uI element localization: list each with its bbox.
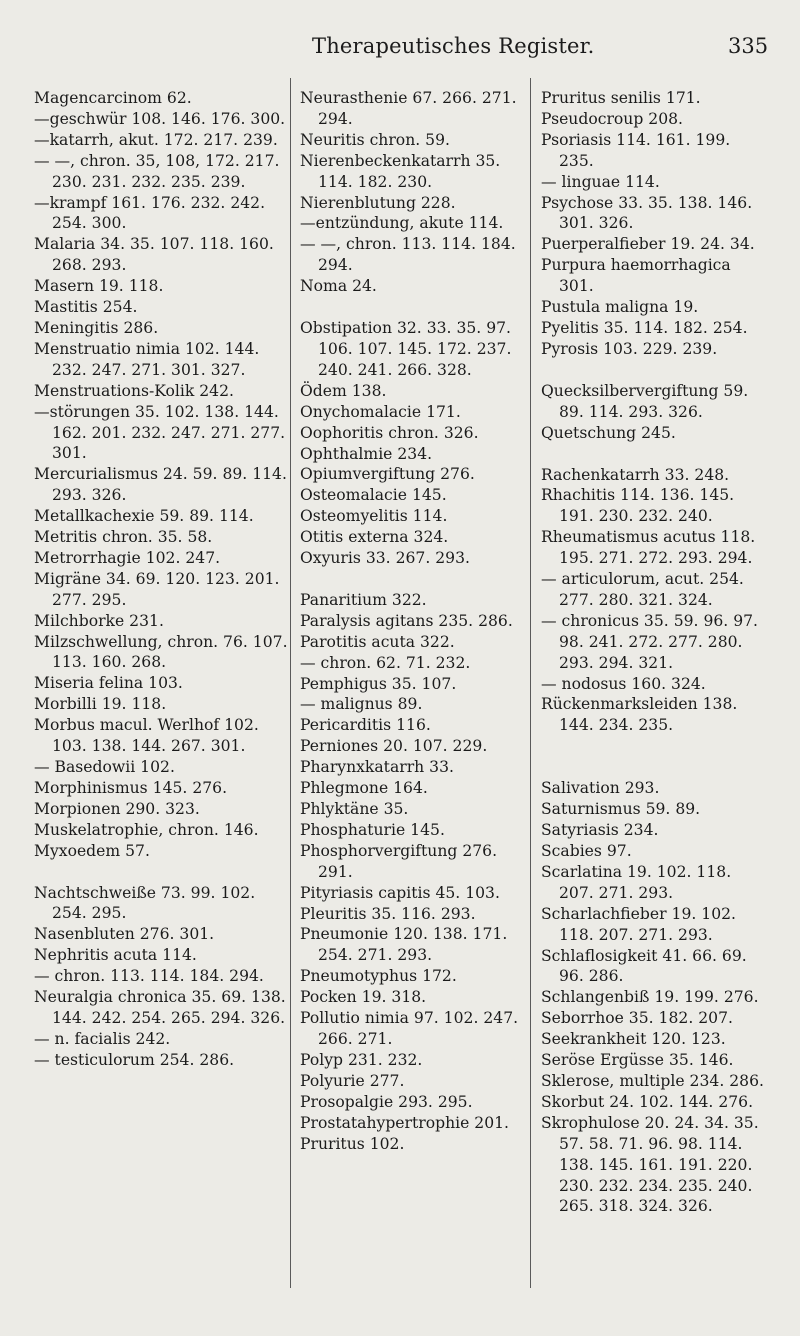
index-entry: Phlyktäne 35.: [300, 800, 409, 818]
index-entry: Oxyuris 33. 267. 293.: [300, 549, 470, 568]
index-entry: Neurasthenie 67. 266. 271. 294.: [300, 89, 517, 128]
index-entry: Mastitis 254.: [34, 298, 138, 317]
index-entry: Pruritus 102.: [300, 1134, 405, 1153]
index-entry: — malignus 89.: [300, 695, 423, 714]
index-column-1: [34, 88, 292, 1071]
index-entry: Pharynxkatarrh 33.: [300, 758, 454, 777]
index-entry: Sklerose, multiple 234. 286.: [541, 1071, 764, 1090]
index-entry: — linguae 114.: [541, 172, 660, 191]
section-gap: [541, 736, 765, 757]
index-entry: Morpionen 290. 323.: [34, 799, 200, 818]
index-entry: Neuralgia chronica 35. 69. 138. 144. 242. 254. 265. 294. 326.: [34, 988, 286, 1027]
index-entry: Schlaflosigkeit 41. 66. 69. 96. 286.: [541, 946, 747, 986]
index-entry: —katarrh, akut. 172. 217. 239.: [34, 130, 278, 149]
index-entry: — —, chron. 113. 114. 184. 294.: [300, 235, 516, 275]
index-entry: Morbus macul. Werlhof 102. 103. 138. 144. 267. 301.: [34, 716, 259, 756]
index-entry: Phosphorvergiftung 276. 291.: [300, 841, 498, 881]
index-entry: — Basedowii 102.: [34, 758, 175, 776]
index-entry: Pyrosis 103. 229. 239.: [541, 339, 718, 358]
section-gap: [300, 569, 528, 590]
index-entry: Pruritus senilis 171.: [541, 89, 701, 107]
index-entry: Nephritis acuta 114.: [34, 946, 197, 965]
index-entry: Mercurialismus 24. 59. 89. 114. 293. 326.: [34, 465, 287, 505]
index-entry: Magencarcinom 62.: [34, 89, 192, 107]
index-entry: Prostatahypertrophie 201.: [300, 1113, 510, 1132]
index-entry: Psoriasis 114. 161. 199. 235.: [541, 130, 731, 170]
index-entry: —geschwür 108. 146. 176. 300.: [34, 109, 286, 128]
index-entry: — nodosus 160. 324.: [541, 674, 706, 693]
index-entry: Pericarditis 116.: [300, 716, 431, 735]
index-entry: Parotitis acuta 322.: [300, 632, 455, 651]
index-entry: Pityriasis capitis 45. 103.: [300, 883, 500, 902]
index-entry: Myxoedem 57.: [34, 841, 150, 860]
index-entry: Milzschwellung, chron. 76. 107. 113. 160. 268.: [34, 632, 288, 672]
index-entry: Ödem 138.: [300, 381, 387, 400]
index-entry: Pustula maligna 19.: [541, 298, 699, 317]
index-entry: — chron. 62. 71. 232.: [300, 653, 471, 672]
index-entry: Otitis externa 324.: [300, 528, 449, 547]
index-entry: Saturnismus 59. 89.: [541, 800, 701, 819]
section-gap: [541, 360, 765, 381]
index-entry: Masern 19. 118.: [34, 277, 164, 296]
index-entry: Metritis chron. 35. 58.: [34, 528, 213, 547]
index-entry: Satyriasis 234.: [541, 821, 659, 840]
index-entry: Salivation 293.: [541, 779, 660, 798]
index-entry: Pyelitis 35. 114. 182. 254.: [541, 318, 748, 337]
index-entry: Pneumonie 120. 138. 171. 254. 271. 293.: [300, 925, 508, 965]
index-entry: — —, chron. 35, 108, 172. 217. 230. 231. 232. 235. 239.: [34, 151, 280, 191]
index-entry: Metallkachexie 59. 89. 114.: [34, 507, 254, 526]
index-entry: Migräne 34. 69. 120. 123. 201. 277. 295.: [34, 569, 280, 609]
index-entry: Quecksilbervergiftung 59. 89. 114. 293. 326.: [541, 381, 749, 421]
index-entry: — articulorum, acut. 254. 277. 280. 321. 324.: [541, 570, 744, 609]
index-entry: Miseria felina 103.: [34, 674, 183, 693]
section-gap: [300, 297, 528, 318]
index-entry: Milchborke 231.: [34, 611, 164, 630]
index-column-2: [300, 88, 528, 1154]
running-header: [0, 34, 800, 70]
index-entry: Morbilli 19. 118.: [34, 695, 167, 714]
index-entry: —störungen 35. 102. 138. 144. 162. 201. 232. 247. 271. 277. 301.: [34, 402, 286, 463]
index-entry: Nachtschweiße 73. 99. 102. 254. 295.: [34, 883, 256, 923]
index-entry: Rheumatismus acutus 118. 195. 271. 272. 293. 294.: [541, 528, 756, 568]
index-entry: Menstruations-Kolik 242.: [34, 381, 234, 400]
running-title: Therapeutisches Register.: [312, 34, 595, 58]
index-entry: Skorbut 24. 102. 144. 276.: [541, 1092, 754, 1111]
index-entry: Quetschung 245.: [541, 423, 676, 442]
index-entry: Polyp 231. 232.: [300, 1050, 423, 1069]
index-entry: Scharlachfieber 19. 102. 118. 207. 271. 293.: [541, 904, 736, 944]
index-entry: Perniones 20. 107. 229.: [300, 737, 488, 756]
index-entry: Pollutio nimia 97. 102. 247. 266. 271.: [300, 1009, 519, 1048]
section-gap: [541, 757, 765, 778]
index-entry: Puerperalfieber 19. 24. 34.: [541, 235, 755, 254]
index-entry: Paralysis agitans 235. 286.: [300, 611, 513, 630]
index-entry: Meningitis 286.: [34, 318, 159, 337]
index-entry: Skrophulose 20. 24. 34. 35. 57. 58. 71. 96. 98. 114. 138. 145. 161. 191. 220. 230. 232. 234. 235. 240. 265. 318. 324. 326.: [541, 1113, 759, 1216]
column-divider: [530, 78, 531, 1288]
section-gap: [34, 862, 292, 883]
section-gap: [541, 444, 765, 465]
index-entry: Rhachitis 114. 136. 145. 191. 230. 232. 240.: [541, 486, 735, 526]
index-entry: — chronicus 35. 59. 96. 97. 98. 241. 272. 277. 280. 293. 294. 321.: [541, 611, 759, 672]
index-entry: Metrorrhagie 102. 247.: [34, 548, 221, 567]
index-entry: Scabies 97.: [541, 842, 632, 860]
index-entry: — n. facialis 242.: [34, 1029, 171, 1048]
index-entry: Osteomalacie 145.: [300, 486, 447, 505]
index-entry: Obstipation 32. 33. 35. 97. 106. 107. 145. 172. 237. 240. 241. 266. 328.: [300, 319, 512, 379]
index-entry: Onychomalacie 171.: [300, 402, 461, 421]
index-entry: Pocken 19. 318.: [300, 988, 427, 1007]
page-number: 335: [728, 34, 769, 58]
index-entry: Opiumvergiftung 276.: [300, 465, 475, 484]
index-entry: Phosphaturie 145.: [300, 820, 445, 839]
index-entry: Psychose 33. 35. 138. 146. 301. 326.: [541, 193, 753, 233]
index-entry: Seröse Ergüsse 35. 146.: [541, 1051, 734, 1070]
index-entry: Seborrhoe 35. 182. 207.: [541, 1009, 733, 1028]
index-entry: Pseudocroup 208.: [541, 109, 683, 128]
index-entry: Noma 24.: [300, 277, 377, 296]
index-entry: Neuritis chron. 59.: [300, 130, 450, 149]
index-entry: Phlegmone 164.: [300, 779, 428, 798]
index-entry: Pemphigus 35. 107.: [300, 674, 457, 693]
index-entry: Pleuritis 35. 116. 293.: [300, 904, 476, 923]
index-entry: —entzündung, akute 114.: [300, 214, 504, 233]
index-entry: Ophthalmie 234.: [300, 444, 433, 463]
index-entry: Prosopalgie 293. 295.: [300, 1092, 473, 1111]
index-entry: Nierenbeckenkatarrh 35. 114. 182. 230.: [300, 151, 501, 191]
index-entry: Panaritium 322.: [300, 590, 427, 609]
index-entry: Menstruatio nimia 102. 144. 232. 247. 271. 301. 327.: [34, 339, 260, 379]
index-entry: Muskelatrophie, chron. 146.: [34, 820, 259, 839]
index-column-3: [541, 88, 765, 1217]
index-entry: —krampf 161. 176. 232. 242. 254. 300.: [34, 193, 266, 233]
index-entry: Pneumotyphus 172.: [300, 967, 457, 986]
index-entry: Osteomyelitis 114.: [300, 507, 448, 526]
index-entry: Nasenbluten 276. 301.: [34, 925, 215, 944]
index-entry: Scarlatina 19. 102. 118. 207. 271. 293.: [541, 862, 732, 902]
index-entry: Oophoritis chron. 326.: [300, 423, 479, 442]
index-entry: — testiculorum 254. 286.: [34, 1050, 235, 1069]
index-entry: Nierenblutung 228.: [300, 193, 456, 212]
index-entry: Morphinismus 145. 276.: [34, 778, 228, 797]
index-entry: Seekrankheit 120. 123.: [541, 1030, 726, 1049]
index-entry: Schlangenbiß 19. 199. 276.: [541, 988, 759, 1007]
index-entry: Rückenmarksleiden 138. 144. 234. 235.: [541, 695, 738, 735]
index-entry: Purpura haemorrhagica 301.: [541, 256, 731, 296]
index-entry: — chron. 113. 114. 184. 294.: [34, 967, 264, 986]
index-entry: Polyurie 277.: [300, 1071, 405, 1090]
index-entry: Rachenkatarrh 33. 248.: [541, 465, 730, 484]
index-entry: Malaria 34. 35. 107. 118. 160. 268. 293.: [34, 235, 274, 275]
